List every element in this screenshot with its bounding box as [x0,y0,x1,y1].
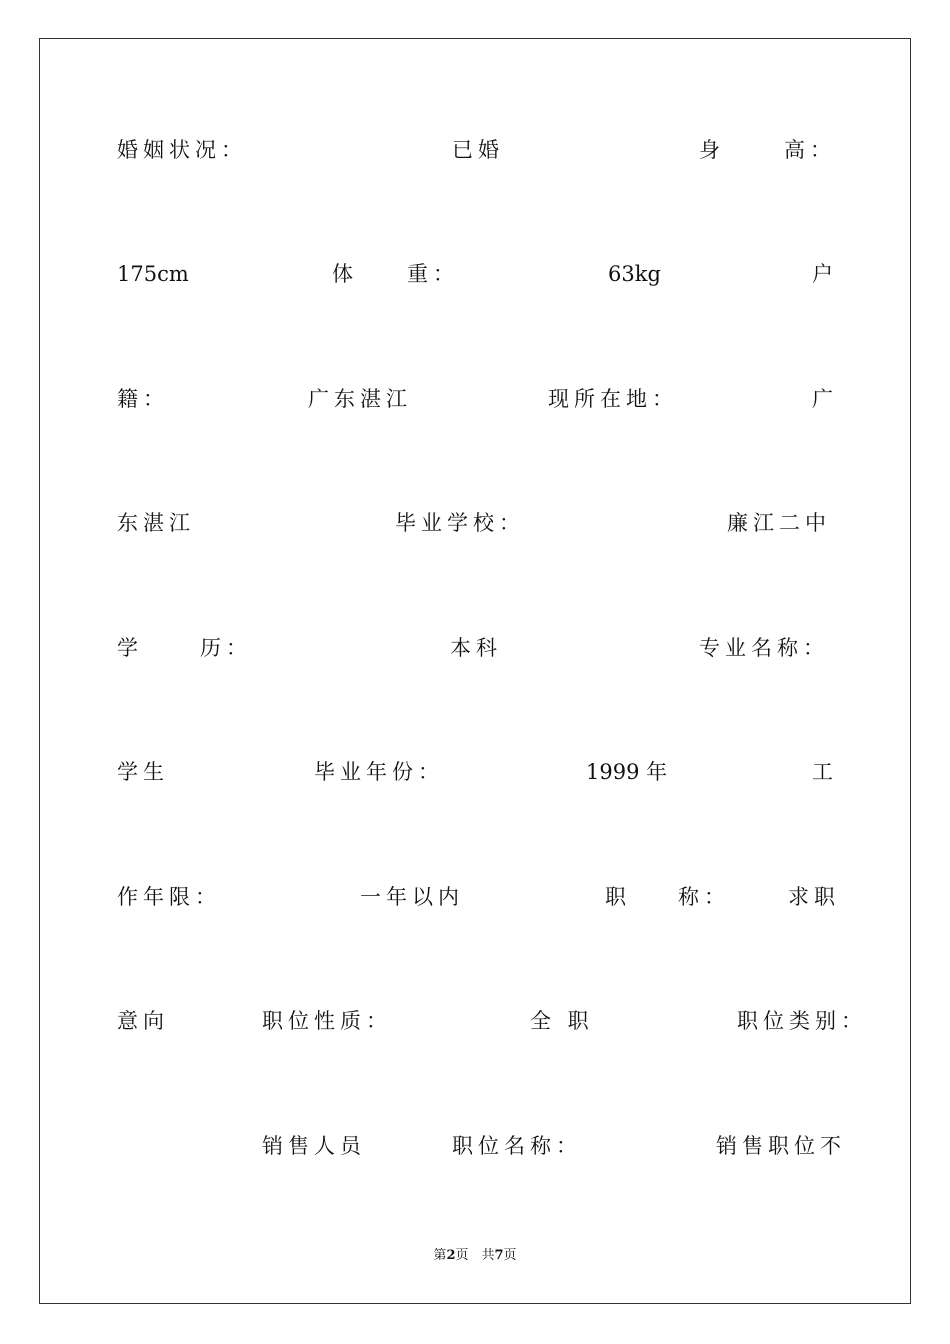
label-current-location: 现所在地： [548,387,678,411]
value-job-title: 销售职位不 [716,1134,846,1158]
label-weight-part2: 重： [407,262,459,286]
text-line-1 [0,134,950,166]
value-graduation-year: 1999 年 [586,760,668,784]
total-page-count: 7 [494,1248,504,1263]
label-weight-part1: 体 [332,262,358,286]
label-title-part1: 职 [605,885,631,909]
label-job-nature: 职位性质： [262,1009,392,1033]
text-line-3 [0,383,950,415]
label-hukou-part1: 户 [812,262,838,286]
footer-prefix: 第 [433,1248,447,1263]
page-footer [0,1247,950,1265]
value-height: 175cm [117,262,189,286]
value-graduate-school: 廉江二中 [727,511,831,535]
text-line-2 [0,258,950,290]
label-graduate-school: 毕业学校： [395,511,525,535]
value-job-nature: 全 职 [530,1009,594,1033]
label-height-part2: 高： [784,138,836,162]
value-job-category: 销售人员 [262,1134,366,1158]
label-work-years-part1: 工 [812,760,838,784]
value-major-name: 学生 [117,760,169,784]
text-line-5 [0,632,950,664]
text-line-4 [0,507,950,539]
value-current-location-part1: 广 [812,387,838,411]
footer-mid: 页 共 [455,1248,495,1263]
page-border [39,38,911,1304]
text-line-7 [0,881,950,913]
label-major-name: 专业名称： [699,636,829,660]
current-page-number: 2 [446,1248,456,1263]
text-line-6 [0,756,950,788]
value-hukou: 广东湛江 [308,387,412,411]
value-marital-status: 已婚 [452,138,504,162]
value-work-years: 一年以内 [360,885,464,909]
label-education-part2: 历： [200,636,252,660]
value-current-location-part2: 东湛江 [117,511,195,535]
label-title-part2: 称： [678,885,730,909]
label-hukou-part2: 籍： [117,387,169,411]
label-job-title: 职位名称： [452,1134,582,1158]
label-work-years-part2: 作年限： [117,885,221,909]
value-education: 本科 [450,636,502,660]
label-job-intention-part2: 意向 [117,1009,169,1033]
label-education-part1: 学 [117,636,143,660]
text-line-8 [0,1005,950,1037]
label-marital-status: 婚姻状况： [117,138,247,162]
label-job-intention-part1: 求职 [788,885,840,909]
label-graduation-year: 毕业年份： [314,760,444,784]
text-line-9 [0,1130,950,1162]
value-weight: 63kg [608,262,661,286]
label-height-part1: 身 [699,138,725,162]
footer-suffix: 页 [503,1248,517,1263]
label-job-category: 职位类别： [737,1009,867,1033]
